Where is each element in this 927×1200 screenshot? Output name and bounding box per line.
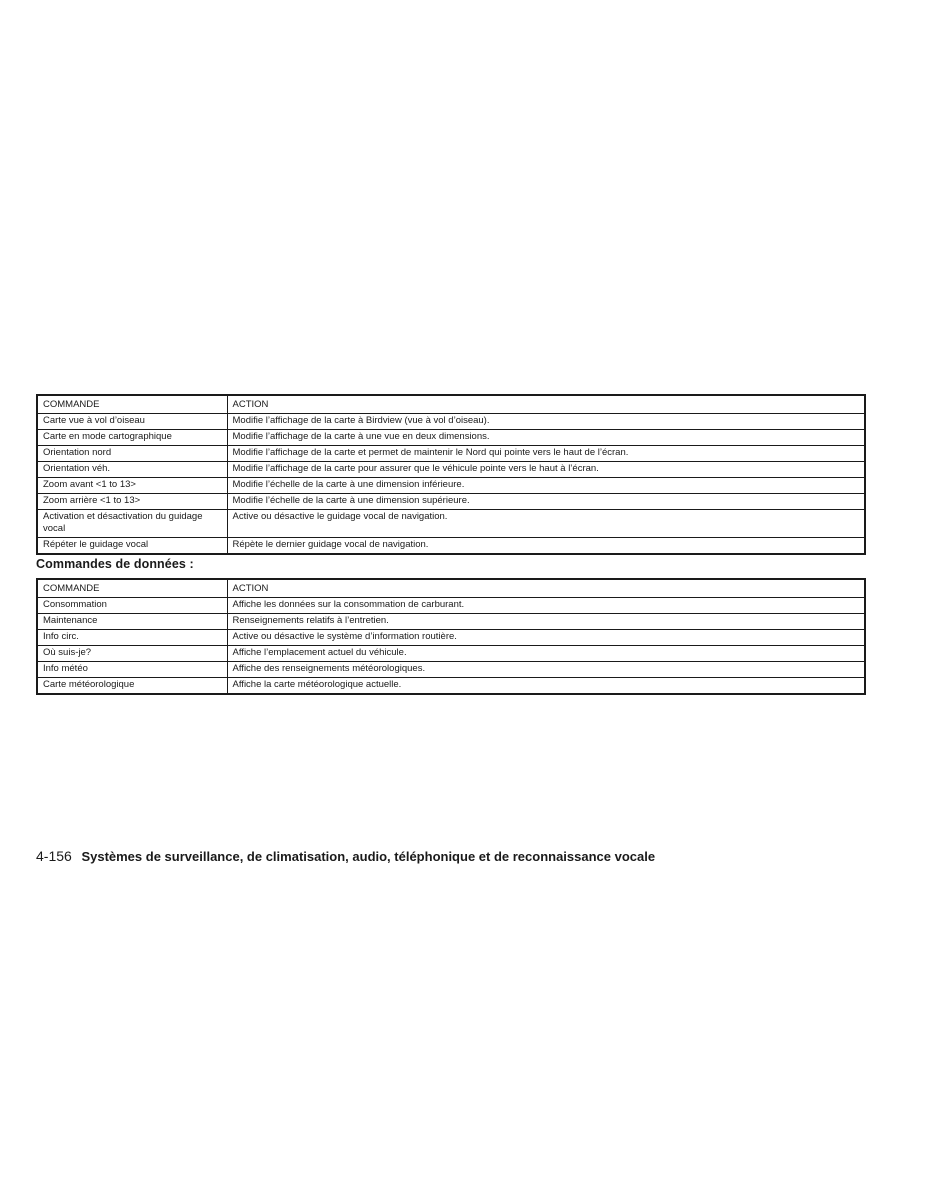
action-cell: Renseignements relatifs à l’entretien. [227, 614, 865, 630]
table-header-row [37, 579, 865, 598]
action-cell: Modifie l’affichage de la carte pour assurer que le véhicule pointe vers le haut à l’écran. [227, 462, 865, 478]
command-cell: Zoom avant <1 to 13> [37, 478, 227, 494]
table-row [37, 678, 865, 695]
command-cell: Info circ. [37, 630, 227, 646]
column-header-command: COMMANDE [37, 395, 227, 414]
table-row [37, 510, 865, 538]
action-cell: Répète le dernier guidage vocal de navigation. [227, 538, 865, 555]
page-number: 4-156 [36, 848, 72, 864]
command-cell: Carte météorologique [37, 678, 227, 695]
table-row [37, 478, 865, 494]
action-cell: Modifie l’affichage de la carte et permet de maintenir le Nord qui pointe vers le haut de l’écran. [227, 446, 865, 462]
column-header-command: COMMANDE [37, 579, 227, 598]
command-cell: Maintenance [37, 614, 227, 630]
command-cell: Carte en mode cartographique [37, 430, 227, 446]
action-cell: Modifie l’échelle de la carte à une dimension inférieure. [227, 478, 865, 494]
command-cell: Où suis-je? [37, 646, 227, 662]
column-header-action: ACTION [227, 395, 865, 414]
navigation-commands-table [36, 394, 866, 555]
action-cell: Affiche l’emplacement actuel du véhicule. [227, 646, 865, 662]
table-header-row [37, 395, 865, 414]
action-cell: Modifie l’affichage de la carte à une vue en deux dimensions. [227, 430, 865, 446]
command-cell: Zoom arrière <1 to 13> [37, 494, 227, 510]
table-row [37, 646, 865, 662]
chapter-title: Systèmes de surveillance, de climatisation, audio, téléphonique et de reconnaissance vocale [81, 849, 656, 864]
table-row [37, 414, 865, 430]
data-commands-heading: Commandes de données : [36, 557, 194, 571]
command-cell: Répéter le guidage vocal [37, 538, 227, 555]
table-row [37, 462, 865, 478]
action-cell: Affiche des renseignements météorologiques. [227, 662, 865, 678]
command-cell: Consommation [37, 598, 227, 614]
action-cell: Modifie l’affichage de la carte à Birdview (vue à vol d’oiseau). [227, 414, 865, 430]
action-cell: Modifie l’échelle de la carte à une dimension supérieure. [227, 494, 865, 510]
table-row [37, 538, 865, 555]
action-cell: Affiche les données sur la consommation de carburant. [227, 598, 865, 614]
action-cell: Active ou désactive le guidage vocal de navigation. [227, 510, 865, 538]
table-row [37, 446, 865, 462]
action-cell: Affiche la carte météorologique actuelle. [227, 678, 865, 695]
action-cell: Active ou désactive le système d’information routière. [227, 630, 865, 646]
command-cell: Carte vue à vol d’oiseau [37, 414, 227, 430]
table-row [37, 430, 865, 446]
command-cell: Info météo [37, 662, 227, 678]
table-row [37, 662, 865, 678]
command-cell: Orientation véh. [37, 462, 227, 478]
page-footer [36, 848, 655, 864]
table-row [37, 598, 865, 614]
command-cell: Activation et désactivation du guidage vocal [37, 510, 227, 538]
column-header-action: ACTION [227, 579, 865, 598]
command-cell: Orientation nord [37, 446, 227, 462]
table-row [37, 614, 865, 630]
table-row [37, 630, 865, 646]
data-commands-table [36, 578, 866, 695]
table-row [37, 494, 865, 510]
